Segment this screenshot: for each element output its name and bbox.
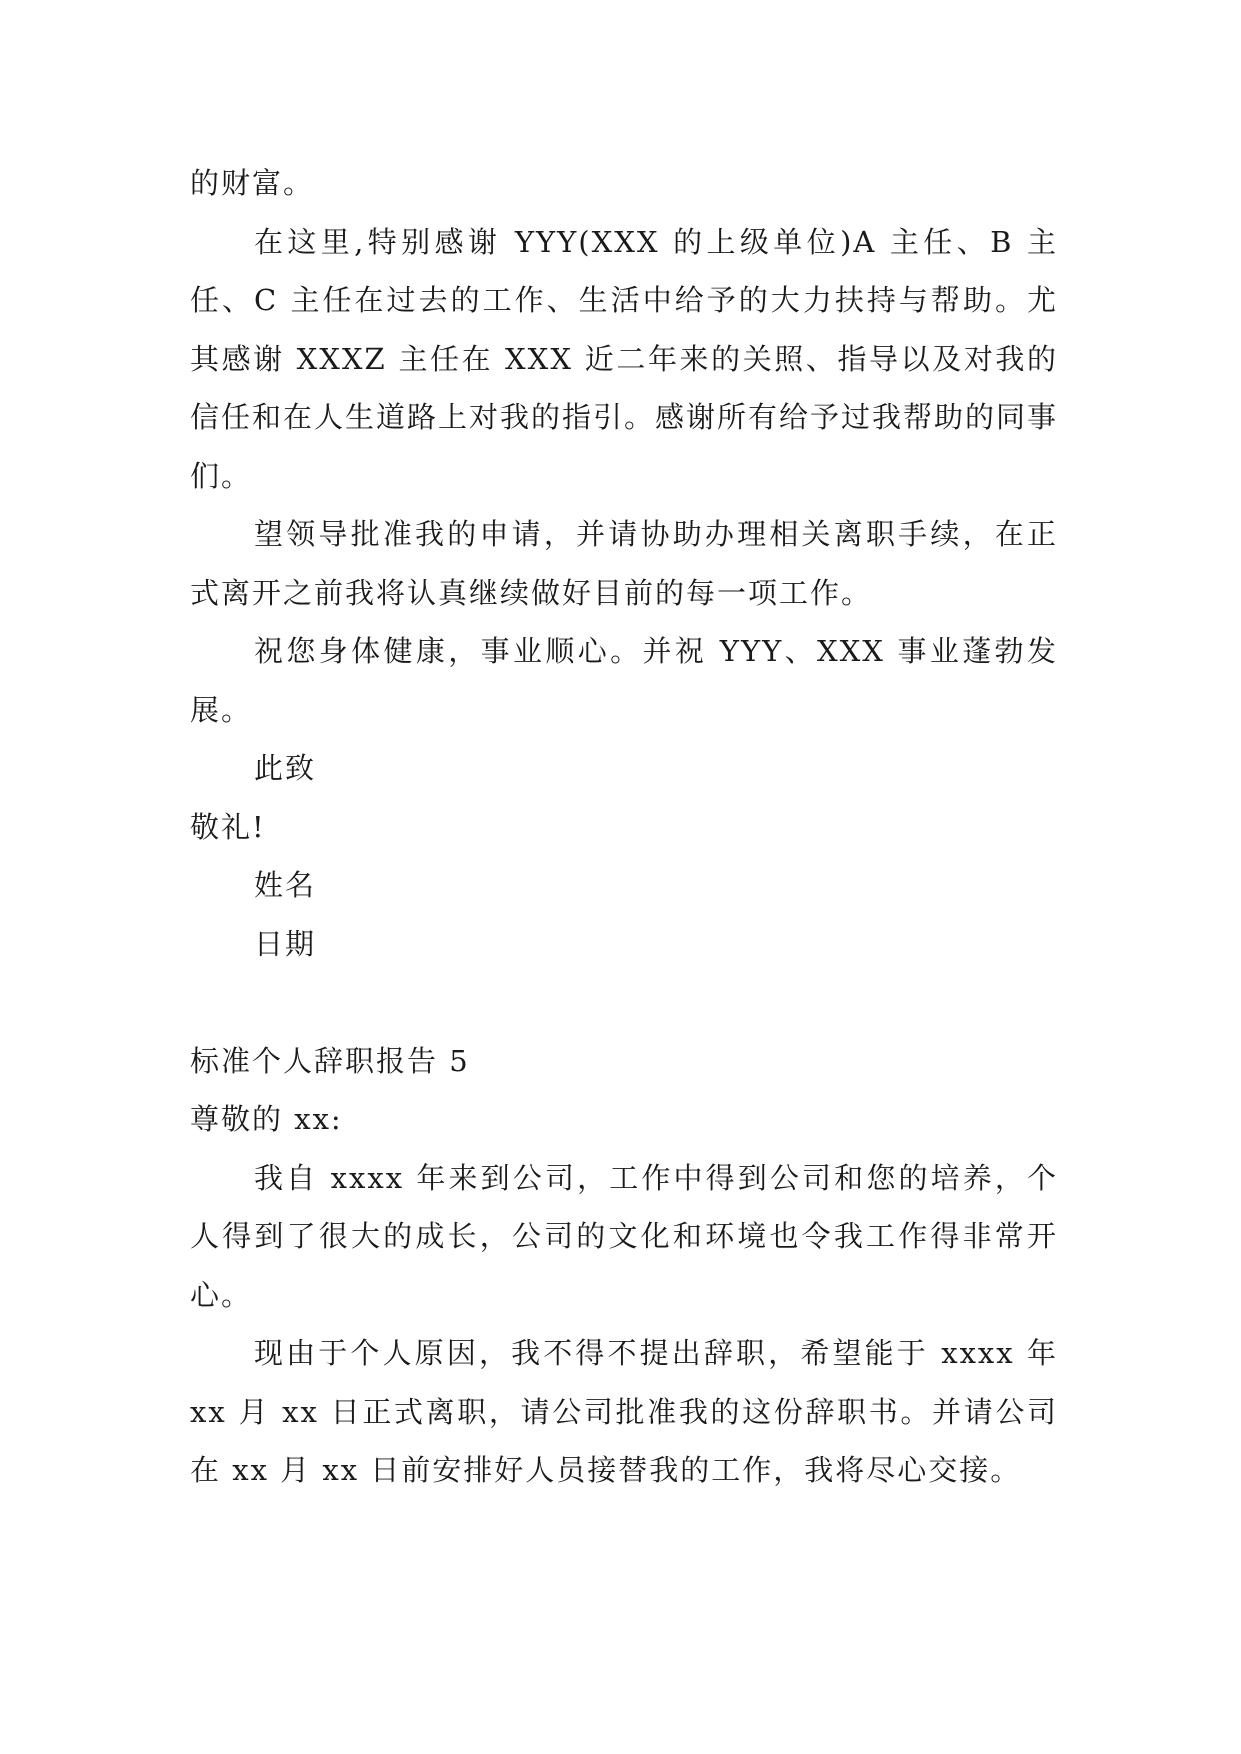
paragraph-resignation: 现由于个人原因，我不得不提出辞职，希望能于 xxxx 年 xx 月 xx 日正式离职，请公司批准我的这份辞职书。并请公司在 xx 月 xx 日前安排好人员接替我的工作，我将尽心交接。: [190, 1336, 1058, 1487]
salutation: 尊敬的 xx:: [190, 1102, 343, 1136]
paragraph-wishes: 祝您身体健康，事业顺心。并祝 YYY、XXX 事业蓬勃发展。: [190, 634, 1058, 727]
paragraph-request: 望领导批准我的申请，并请协助办理相关离职手续，在正式离开之前我将认真继续做好目前的每一项工作。: [190, 517, 1058, 610]
document-body: [190, 154, 1058, 1500]
paragraph-continuation: 的财富。: [190, 166, 315, 200]
signature-date: 日期: [254, 926, 317, 961]
paragraph-thanks: 在这里,特别感谢 YYY(XXX 的上级单位)A 主任、B 主任、C 主任在过去的工作、生活中给予的大力扶持与帮助。尤其感谢 XXXZ 主任在 XXX 近二年来的关照、指导以及对我的信任和在人生道路上对我的指引。感谢所有给予过我帮助的同事们。: [190, 224, 1059, 493]
paragraph-intro: 我自 xxxx 年来到公司，工作中得到公司和您的培养，个人得到了很大的成长，公司的文化和环境也令我工作得非常开心。: [190, 1160, 1058, 1312]
signature-name: 姓名: [254, 868, 317, 902]
section-spacer: [190, 973, 1058, 1032]
section-title: 标准个人辞职报告 5: [190, 1043, 470, 1078]
closing-jingli: 敬礼!: [190, 809, 266, 844]
closing-cizhi: 此致: [254, 751, 317, 785]
